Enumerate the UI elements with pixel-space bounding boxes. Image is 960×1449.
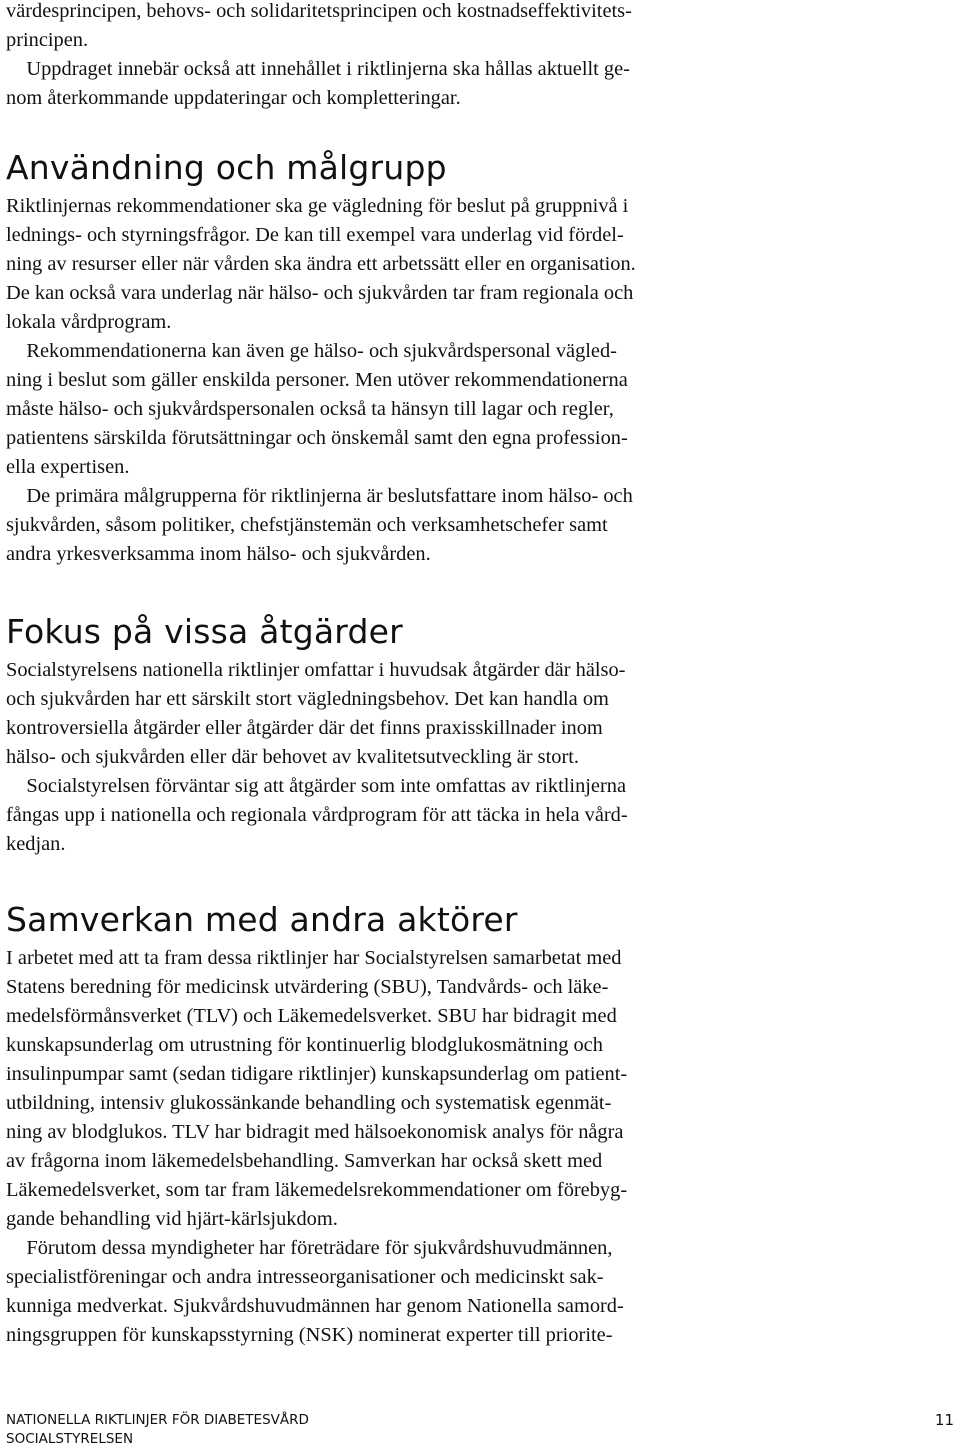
text-line: I arbetet med att ta fram dessa riktlinjer har Socialstyrelsen samarbetat med	[6, 947, 622, 969]
section-samverkan-med-andra-aktorer	[6, 900, 756, 1350]
section-body	[6, 192, 756, 569]
text-line: ningsgruppen för kunskapsstyrning (NSK) nominerat experter till priorite-	[6, 1324, 613, 1346]
text-line: gande behandling vid hjärt-kärlsjukdom.	[6, 1208, 338, 1230]
intro-line: nom återkommande uppdateringar och kompletteringar.	[6, 87, 461, 109]
text-line: av frågorna inom läkemedelsbehandling. Samverkan har också skett med	[6, 1150, 603, 1172]
text-line: Statens beredning för medicinsk utvärdering (SBU), Tandvårds- och läke-	[6, 976, 609, 998]
intro-line: principen.	[6, 29, 89, 51]
text-line: måste hälso- och sjukvårdspersonalen också ta hänsyn till lagar och regler,	[6, 398, 614, 420]
text-line: kedjan.	[6, 833, 66, 855]
section-body	[6, 944, 756, 1350]
text-line: Läkemedelsverket, som tar fram läkemedelsrekommendationer om förebyg-	[6, 1179, 628, 1201]
text-line: Socialstyrelsen förväntar sig att åtgärder som inte omfattas av riktlinjerna	[6, 775, 627, 797]
text-line: kunniga medverkat. Sjukvårdshuvudmännen har genom Nationella samord-	[6, 1295, 624, 1317]
text-line: insulinpumpar samt (sedan tidigare riktlinjer) kunskapsunderlag om patient-	[6, 1063, 628, 1085]
section-heading: Fokus på vissa åtgärder	[6, 612, 403, 651]
text-line: Socialstyrelsens nationella riktlinjer omfattar i huvudsak åtgärder där hälso-	[6, 659, 626, 681]
footer-publication	[6, 1411, 309, 1449]
text-line: kunskapsunderlag om utrustning för kontinuerlig blodglukosmätning och	[6, 1034, 603, 1056]
text-line: kontroversiella åtgärder eller åtgärder där det finns praxisskillnader inom	[6, 717, 603, 739]
text-line: ning av blodglukos. TLV har bidragit med hälsoekonomisk analys för några	[6, 1121, 624, 1143]
section-body	[6, 656, 756, 859]
text-line: sjukvården, såsom politiker, chefstjänstemän och verksamhetschefer samt	[6, 514, 608, 536]
text-line: lokala vårdprogram.	[6, 311, 172, 333]
text-line: specialistföreningar och andra intresseorganisationer och medicinskt sak-	[6, 1266, 604, 1288]
text-line: Förutom dessa myndigheter har företrädare för sjukvårdshuvudmännen,	[6, 1237, 613, 1259]
text-line: utbildning, intensiv glukossänkande behandling och systematisk egenmät-	[6, 1092, 612, 1114]
text-line: De primära målgrupperna för riktlinjerna är beslutsfattare inom hälso- och	[6, 485, 633, 507]
text-line: och sjukvården har ett särskilt stort vägledningsbehov. Det kan handla om	[6, 688, 609, 710]
text-line: medelsförmånsverket (TLV) och Läkemedelsverket. SBU har bidragit med	[6, 1005, 617, 1027]
section-heading: Användning och målgrupp	[6, 148, 447, 187]
text-line: Riktlinjernas rekommendationer ska ge vägledning för beslut på gruppnivå i	[6, 195, 629, 217]
page-number: 11	[934, 1411, 954, 1429]
intro-line: Uppdraget innebär också att innehållet i riktlinjerna ska hållas aktuellt ge-	[6, 58, 630, 80]
text-line: ning av resurser eller när vården ska ändra ett arbetssätt eller en organisation.	[6, 253, 636, 275]
text-line: fångas upp i nationella och regionala vårdprogram för att täcka in hela vård-	[6, 804, 628, 826]
footer-title: NATIONELLA RIKTLINJER FÖR DIABETESVÅRD	[6, 1412, 309, 1428]
section-anvandning-och-malgrupp	[6, 148, 756, 569]
footer-publisher: SOCIALSTYRELSEN	[6, 1431, 134, 1447]
intro-line: värdesprincipen, behovs- och solidaritetsprincipen och kostnadseffektivitets-	[6, 0, 632, 22]
text-line: lednings- och styrningsfrågor. De kan till exempel vara underlag vid fördel-	[6, 224, 624, 246]
text-line: ella expertisen.	[6, 456, 130, 478]
text-line: patientens särskilda förutsättningar och önskemål samt den egna profession-	[6, 427, 628, 449]
text-line: Rekommendationerna kan även ge hälso- och sjukvårdspersonal vägled-	[6, 340, 617, 362]
text-line: andra yrkesverksamma inom hälso- och sjukvården.	[6, 543, 431, 565]
text-line: hälso- och sjukvården eller där behovet av kvalitetsutveckling är stort.	[6, 746, 580, 768]
section-fokus-pa-vissa-atgarder	[6, 612, 756, 859]
intro-paragraph	[6, 0, 756, 113]
text-line: De kan också vara underlag när hälso- och sjukvården tar fram regionala och	[6, 282, 634, 304]
text-line: ning i beslut som gäller enskilda personer. Men utöver rekommendationerna	[6, 369, 628, 391]
section-heading: Samverkan med andra aktörer	[6, 900, 518, 939]
